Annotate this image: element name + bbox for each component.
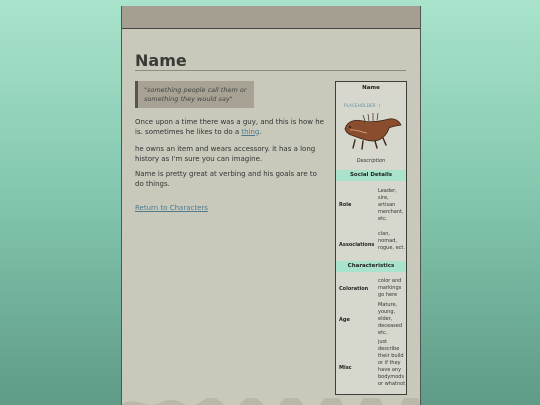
misc-value: just describe their build or if they have any bodymods or whatnot [378,339,406,387]
thing-link[interactable]: thing [241,127,260,136]
associations-value: clan, nomad, rogue, ect. [378,231,405,251]
paragraph-1-end: . [259,127,262,136]
coloration-value: color and markings go here [378,278,402,298]
misc-label: Misc [339,365,352,371]
age-value: Mature, young, elder, deceased etc. [378,302,402,336]
image-placeholder-text: PLACEHOLDER :) [344,103,381,108]
creature-image-icon [341,107,403,151]
paragraph-3: Name is pretty great at verbing and his goals are to do things. [135,170,317,188]
character-page [121,6,421,405]
role-value: Leader, sire, artisan merchant, etc. [378,188,404,222]
character-infobox [335,81,407,395]
page-title: Name [135,51,187,70]
top-bar [122,6,420,29]
paragraph-2: he owns an item and wears accessory. it has a long history as I'm sure you can imagine. [135,145,316,163]
footer-decoration [122,398,420,405]
paragraph-1 [135,118,325,137]
image-description: Description [356,158,386,164]
return-to-characters-link[interactable]: Return to Characters [135,204,208,212]
social-details-header: Social Details [336,170,406,181]
paragraph-1-text: Once upon a time there was a guy, and this is how he is. sometimes he likes to do a [135,118,324,136]
character-quote: "something people call them or something they would say" [135,81,254,108]
age-label: Age [339,317,350,323]
infobox-name-header: Name [336,83,406,94]
coloration-label: Coloration [339,286,369,292]
characteristics-header: Characteristics [336,261,406,272]
role-label: Role [339,202,352,208]
associations-label: Associations [339,242,375,248]
title-divider [135,70,406,71]
